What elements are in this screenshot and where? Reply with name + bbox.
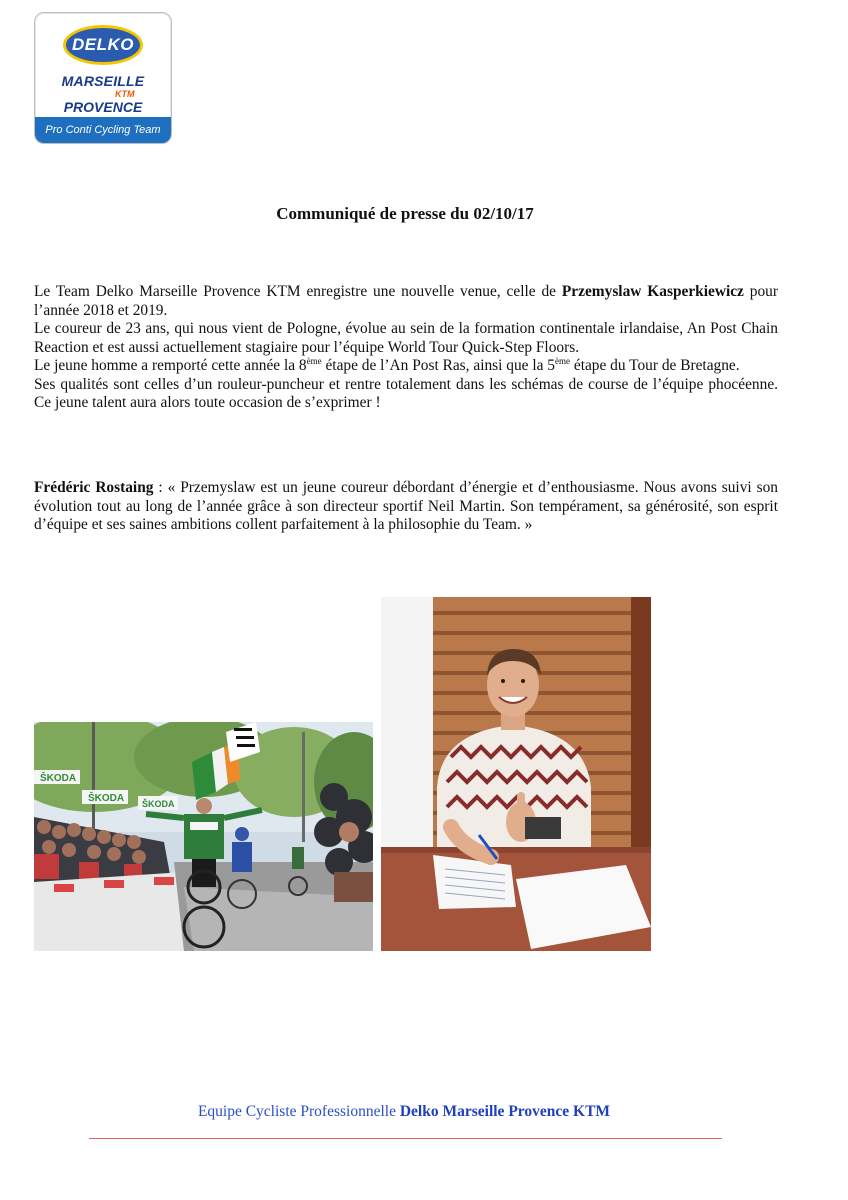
paragraph-background: Le coureur de 23 ans, qui nous vient de Pologne, évolue au sein de la formation continentale irlandaise, An Post Chain Reaction et est aussi actuellement stagiaire pour l’équipe World Tour Quick-Step Floors. bbox=[34, 320, 778, 356]
paragraph-qualities: Ses qualités sont celles d’un rouleur-puncheur et rentre totalement dans les schémas de course de l’équipe phocéenne. Ce jeune talent aura alors toute occasion de s’exprimer ! bbox=[34, 375, 778, 411]
logo-city: MARSEILLE bbox=[61, 73, 145, 89]
footer-team: Delko Marseille Provence KTM bbox=[399, 1103, 611, 1120]
banner-skoda-1: ŠKODA bbox=[40, 773, 77, 784]
rider-name: Przemyslaw Kasperkiewicz bbox=[561, 283, 744, 300]
quote-speaker: Frédéric Rostaing bbox=[34, 479, 154, 496]
footer-rule bbox=[89, 1138, 722, 1139]
logo-brand: DELKO bbox=[63, 25, 143, 65]
race-finish-photo bbox=[34, 722, 373, 951]
logo-tagline: Pro Conti Cycling Team bbox=[35, 117, 171, 143]
footer bbox=[0, 1103, 808, 1121]
logo-region: PROVENCE bbox=[63, 99, 143, 115]
banner-skoda-2: ŠKODA bbox=[88, 793, 125, 804]
contract-signing-photo bbox=[381, 597, 651, 951]
director-quote bbox=[34, 479, 778, 535]
quote-text: : « Przemyslaw est un jeune coureur débordant d’énergie et d’enthousiasme. Nous avons suivi son évolution tout au long de l’année grâce à son directeur sportif Neil Martin. Son tempérament, sa générosité, son esprit d’équipe et ses saines ambitions collent parfaitement à la philosophie du Team. » bbox=[34, 479, 778, 533]
footer-prefix: Equipe Cycliste Professionnelle bbox=[197, 1103, 400, 1120]
logo-sponsor: KTM bbox=[115, 89, 135, 99]
team-logo bbox=[34, 12, 172, 144]
paragraph-results: Le jeune homme a remporté cette année la 8ème étape de l’An Post Ras, ainsi que la 5ème étape du Tour de Bretagne. bbox=[34, 355, 740, 374]
paragraph-announcement: Le Team Delko Marseille Provence KTM enregistre une nouvelle venue, celle de Przemyslaw Kasperkiewicz pour l’année 2018 et 2019. bbox=[34, 283, 778, 319]
press-body bbox=[34, 283, 778, 413]
banner-skoda-3: ŠKODA bbox=[142, 799, 175, 809]
page-title: Communiqué de presse du 02/10/17 bbox=[276, 204, 534, 223]
